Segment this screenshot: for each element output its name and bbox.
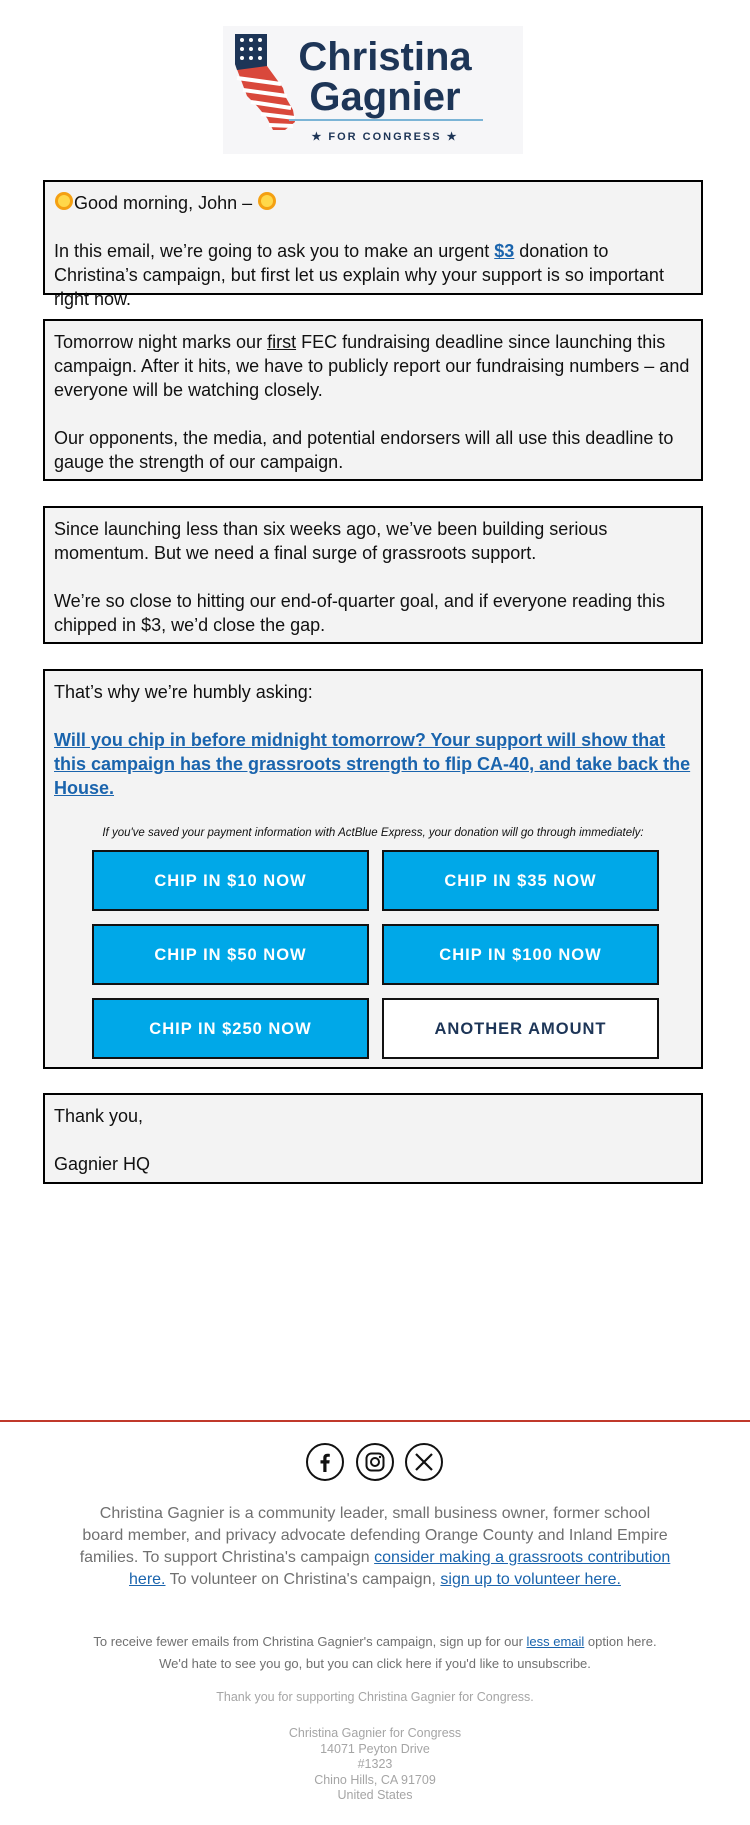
greeting-text: Good morning, John –	[74, 193, 253, 213]
mailing-address	[0, 1726, 750, 1804]
another-amount-button[interactable]: ANOTHER AMOUNT	[382, 998, 659, 1059]
greeting-line	[54, 191, 692, 215]
deadline-text: Tomorrow night marks our	[54, 332, 268, 352]
greeting-box	[43, 180, 703, 309]
footer-bio	[78, 1503, 672, 1591]
bio-text-mid: To volunteer on Christina's campaign,	[165, 1571, 441, 1588]
address-line: 14071 Peyton Drive	[320, 1741, 430, 1756]
sun-icon	[54, 191, 74, 211]
bio-text: Christina Gagnier is a community leader, small business owner, former school board member, and privacy advocate defending Orange County and Inland Empire families. To support Christina's campaign	[79, 1505, 668, 1566]
donation-button-grid	[54, 850, 692, 1050]
momentum-paragraph: Since launching less than six weeks ago, we’ve been building serious momentum. But we need a final surge of grassroots support.	[54, 519, 608, 563]
momentum-box	[43, 506, 703, 644]
campaign-logo	[223, 26, 523, 154]
chip-in-250-button[interactable]: CHIP IN $250 NOW	[92, 998, 369, 1059]
x-icon[interactable]	[405, 1443, 443, 1481]
actblue-express-note: If you've saved your payment information with ActBlue Express, your donation will go through immediately:	[102, 827, 644, 839]
logo-name-line1: Christina	[298, 35, 472, 79]
footer-unsubscribe	[88, 1631, 662, 1675]
unsub-text: To receive fewer emails from Christina Gagnier's campaign, sign up for our	[93, 1634, 527, 1649]
facebook-icon[interactable]	[306, 1443, 344, 1481]
instagram-icon[interactable]	[356, 1443, 394, 1481]
chip-in-50-button[interactable]: CHIP IN $50 NOW	[92, 924, 369, 985]
deadline-text-after: FEC fundraising deadline since launching this campaign. After it hits, we have to publicly report our fundraising numbers – and everyone will be watching closely.	[54, 332, 690, 400]
unsub-text-after: option here. We'd hate to see you go, but you can click here if you'd like to unsubscribe.	[159, 1634, 657, 1671]
address-line: Chino Hills, CA 91709	[314, 1772, 436, 1787]
signature-text: Gagnier HQ	[54, 1154, 151, 1174]
footer-thanks: Thank you for supporting Christina Gagnier for Congress.	[216, 1690, 534, 1704]
intro-paragraph	[54, 239, 692, 311]
less-email-link[interactable]: less email	[526, 1634, 585, 1649]
chip-in-10-button[interactable]: CHIP IN $10 NOW	[92, 850, 369, 911]
deadline-paragraph	[54, 330, 692, 402]
address-line: #1323	[357, 1757, 393, 1771]
footer-divider	[0, 1420, 750, 1422]
deadline-box	[43, 319, 703, 481]
intro-text: In this email, we’re going to ask you to make an urgent	[54, 241, 495, 261]
opponents-paragraph: Our opponents, the media, and potential endorsers will all use this deadline to gauge the strength of our campaign.	[54, 428, 674, 472]
sun-icon	[257, 191, 277, 211]
contribute-link[interactable]: consider making a grassroots contribution here.	[129, 1549, 671, 1588]
california-flag-icon	[223, 26, 523, 154]
logo-tagline: ★ FOR CONGRESS ★	[311, 131, 459, 143]
ask-intro: That’s why we’re humbly asking:	[54, 682, 313, 702]
goal-paragraph: We’re so close to hitting our end-of-quarter goal, and if everyone reading this chipped in $3, we’d close the gap.	[54, 591, 666, 635]
chip-in-35-button[interactable]: CHIP IN $35 NOW	[382, 850, 659, 911]
logo-name-line2: Gagnier	[309, 75, 461, 119]
address-line: United States	[337, 1788, 413, 1802]
thank-you-text: Thank you,	[54, 1106, 144, 1126]
donate-3-link[interactable]: $3	[494, 241, 515, 261]
intro-text-after: donation to Christina’s campaign, but first let us explain why your support is so important right now.	[54, 241, 664, 309]
signoff-box	[43, 1093, 703, 1184]
chip-in-100-button[interactable]: CHIP IN $100 NOW	[382, 924, 659, 985]
volunteer-link[interactable]: sign up to volunteer here.	[440, 1571, 621, 1588]
ask-donate-link[interactable]: Will you chip in before midnight tomorrow? Your support will show that this campaign has the grassroots strength to flip CA-40, and take back the House.	[54, 730, 691, 798]
address-line: Christina Gagnier for Congress	[288, 1726, 462, 1740]
emphasis-first: first	[267, 332, 297, 352]
ask-box	[43, 669, 703, 1069]
